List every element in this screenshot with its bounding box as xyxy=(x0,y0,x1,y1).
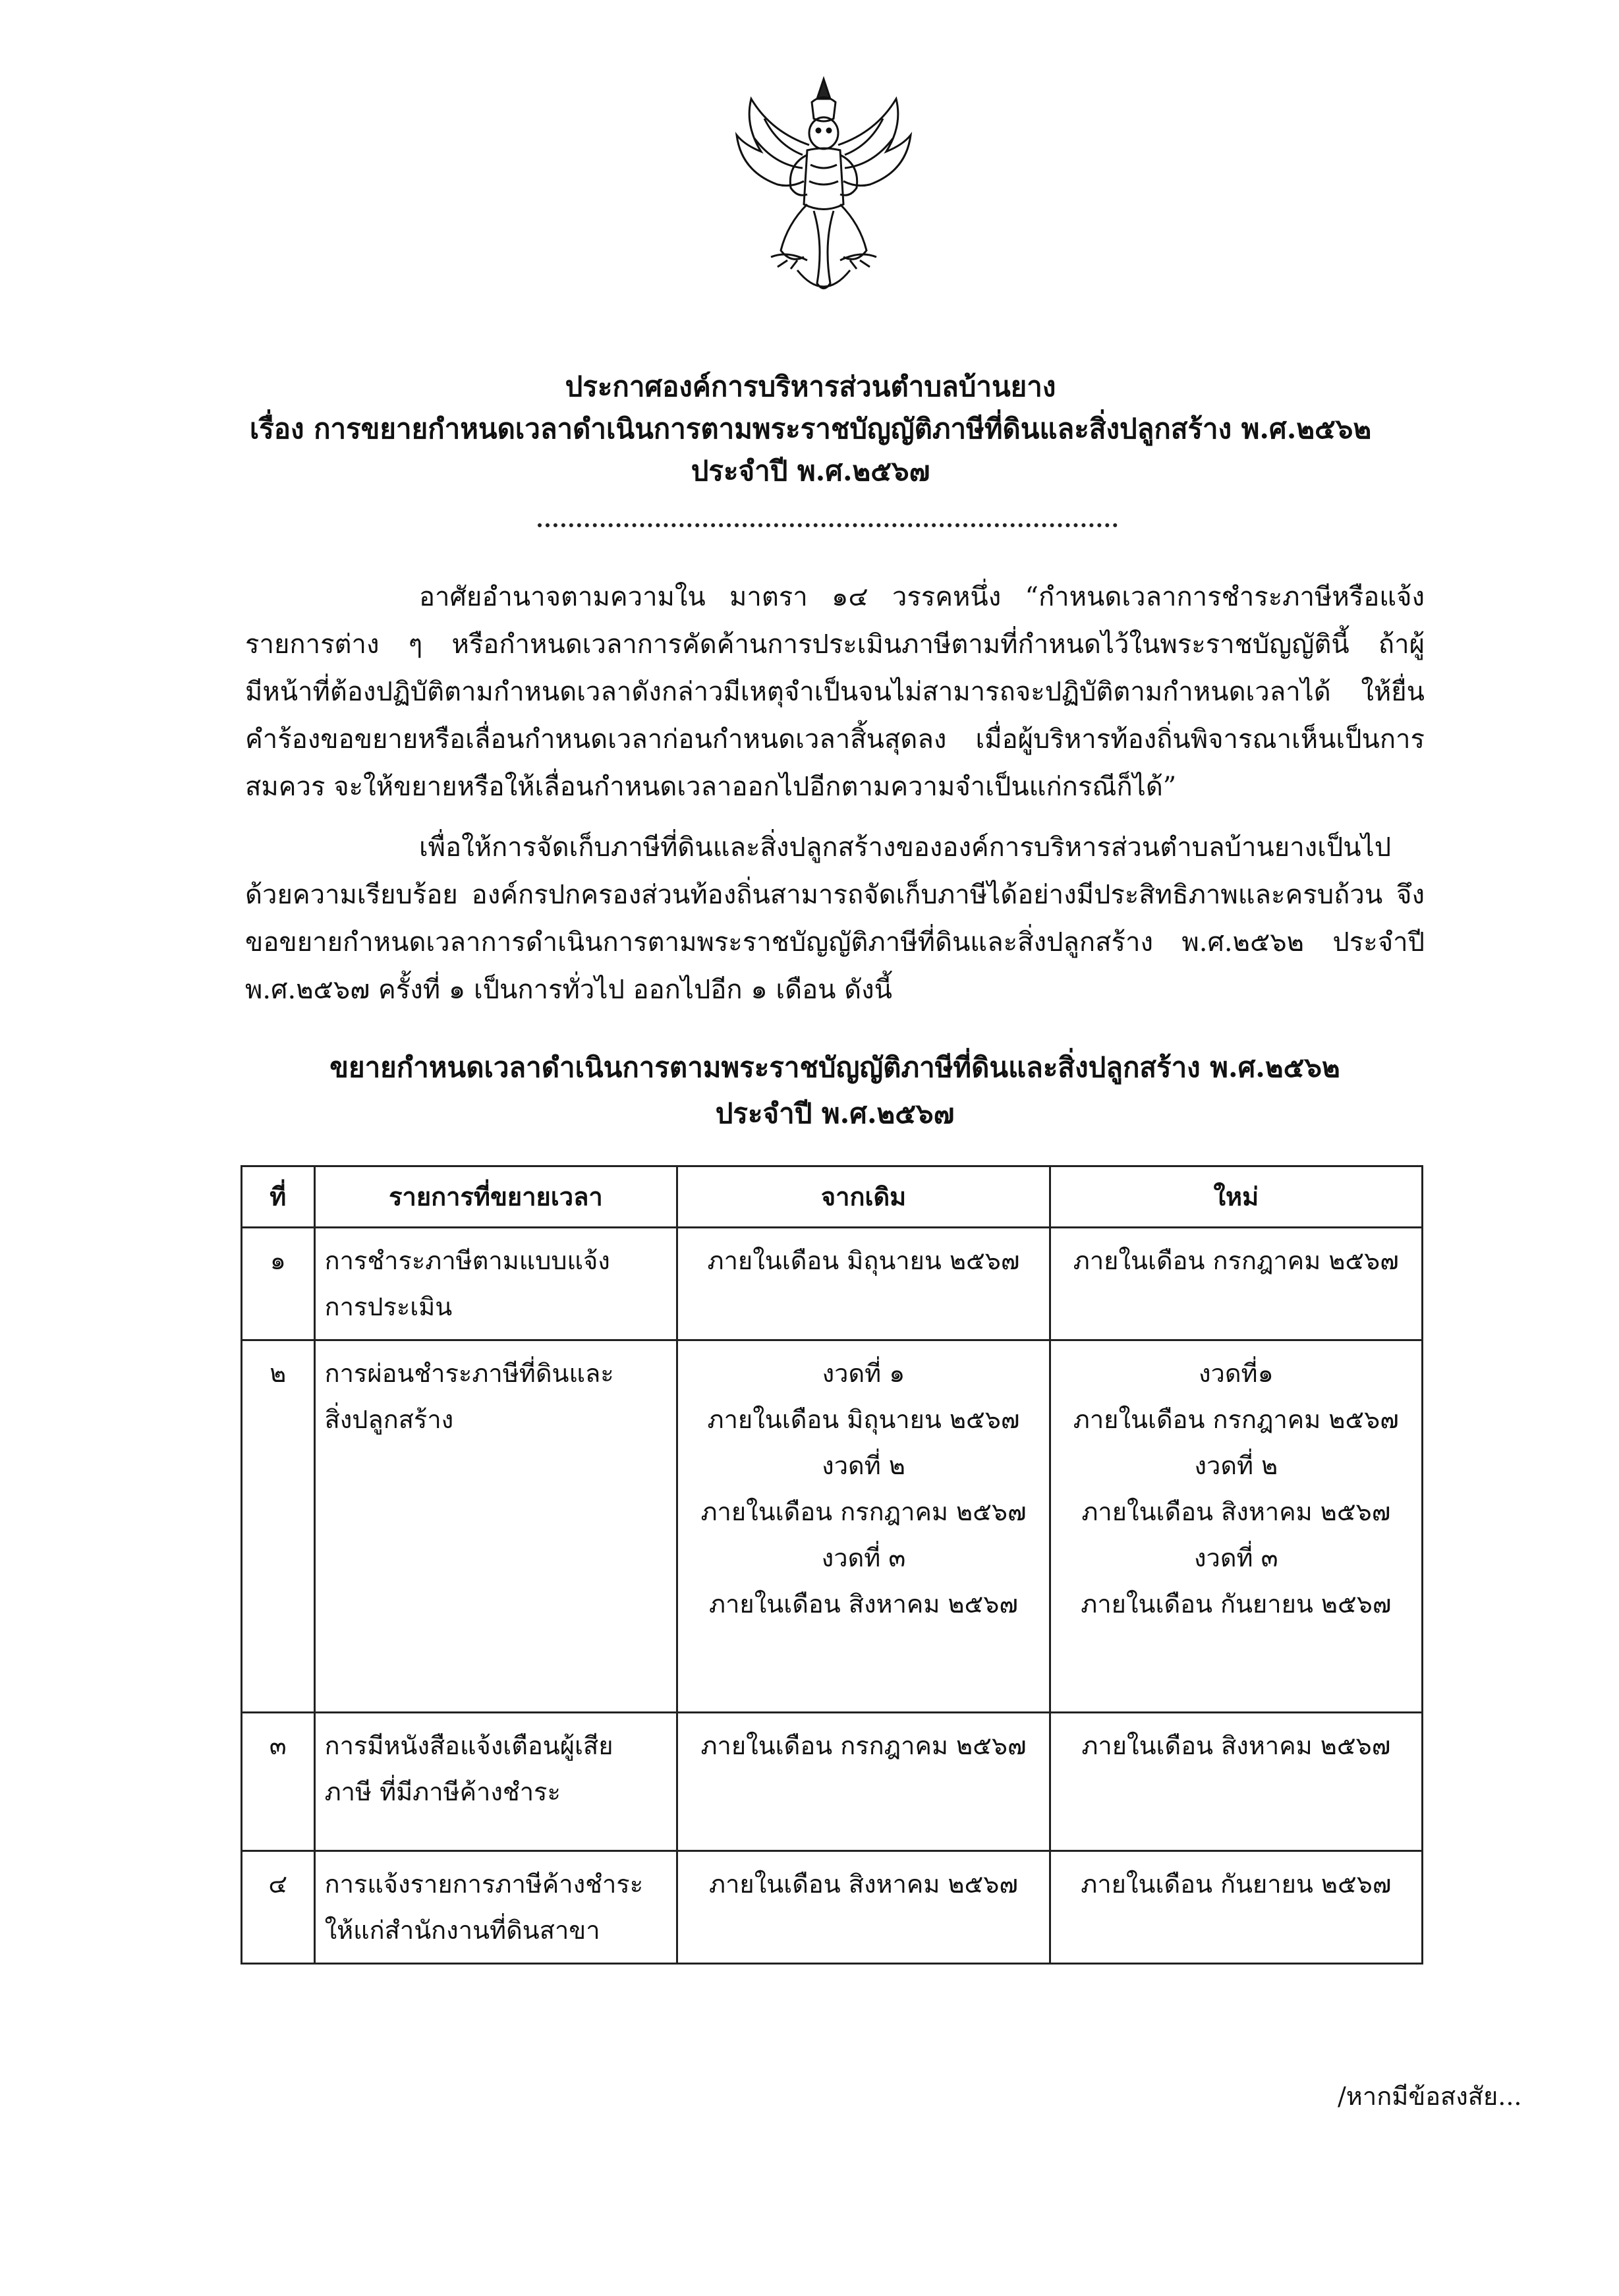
row-old-line: ภายในเดือน มิถุนายน ๒๕๖๗ xyxy=(707,1405,1020,1434)
row-new-line: งวดที่ ๓ xyxy=(1193,1543,1278,1572)
row-item xyxy=(314,1340,677,1713)
row-new-line: ภายในเดือน กรกฎาคม ๒๕๖๗ xyxy=(1073,1246,1399,1275)
paragraph-authority-text: อาศัยอำนาจตามความใน มาตรา ๑๔ วรรคหนึ่ง “กำหนดเวลาการชำระภาษีหรือแจ้งรายการต่าง ๆ หรือกำหนดเวลาการคัดค้านการประเมินภาษีตามที่กำหนดไว้ในพระราชบัญญัตินี้ ถ้าผู้มีหน้าที่ต้องปฏิบัติตามกำหนดเวลาดังกล่าวมีเหตุจำเป็นจนไม่สามารถจะปฏิบัติตามกำหนดเวลาได้ ให้ยื่นคำร้องขอขยายหรือเลื่อนกำหนดเวลาก่อนกำหนดเวลาสิ้นสุดลง เมื่อผู้บริหารท้องถิ่นพิจารณาเห็นเป็นการสมควร จะให้ขยายหรือให้เลื่อนกำหนดเวลาออกไปอีกตามความจำเป็นแก่กรณีก็ได้” xyxy=(245,582,1425,802)
row-item xyxy=(314,1713,677,1851)
paragraph-purpose-text: เพื่อให้การจัดเก็บภาษีที่ดินและสิ่งปลูกสร้างขององค์การบริหารส่วนตำบลบ้านยางเป็นไปด้วยความเรียบร้อย องค์กรปกครองส่วนท้องถิ่นสามารถจัดเก็บภาษีได้อย่างมีประสิทธิภาพและครบถ้วน จึงขอขยายกำหนดเวลาการดำเนินการตามพระราชบัญญัติภาษีที่ดินและสิ่งปลูกสร้าง พ.ศ.๒๕๖๒ ประจำปี พ.ศ.๒๕๖๗ ครั้งที่ ๑ เป็นการทั่วไป ออกไปอีก ๑ เดือน ดังนี้ xyxy=(245,832,1425,1005)
row-old-line: งวดที่ ๑ xyxy=(822,1359,905,1388)
row-old-line: ภายในเดือน สิงหาคม ๒๕๖๗ xyxy=(709,1590,1018,1619)
dotted-divider xyxy=(538,514,1118,527)
row-item-line: ให้แก่สำนักงานที่ดินสาขา xyxy=(324,1916,600,1945)
row-old xyxy=(677,1340,1050,1713)
row-new xyxy=(1050,1340,1422,1713)
header-year: ประจำปี พ.ศ.๒๕๖๗ xyxy=(691,455,930,487)
row-item-line: การชำระภาษีตามแบบแจ้ง xyxy=(324,1246,610,1275)
table-header-row xyxy=(242,1166,1423,1228)
row-old-line: ภายในเดือน มิถุนายน ๒๕๖๗ xyxy=(707,1246,1020,1275)
table-row xyxy=(242,1851,1423,1964)
row-old xyxy=(677,1851,1050,1964)
row-old-line: ภายในเดือน กรกฎาคม ๒๕๖๗ xyxy=(700,1497,1027,1526)
row-item-line: สิ่งปลูกสร้าง xyxy=(324,1405,454,1434)
row-number: ๓ xyxy=(242,1713,315,1851)
paragraph-purpose xyxy=(245,824,1425,1014)
row-new-line: ภายในเดือน กรกฎาคม ๒๕๖๗ xyxy=(1073,1405,1399,1434)
row-item-line: การมีหนังสือแจ้งเตือนผู้เสีย xyxy=(324,1731,613,1760)
row-old-line: ภายในเดือน สิงหาคม ๒๕๖๗ xyxy=(709,1870,1018,1899)
row-item-line: การแจ้งรายการภาษีค้างชำระ xyxy=(324,1870,644,1899)
schedule-table xyxy=(241,1165,1423,1965)
row-new-line: ภายในเดือน กันยายน ๒๕๖๗ xyxy=(1081,1870,1392,1899)
paragraph-authority xyxy=(245,573,1425,811)
column-header-old: จากเดิม xyxy=(677,1166,1050,1228)
row-item xyxy=(314,1851,677,1964)
row-old-line: งวดที่ ๓ xyxy=(821,1543,906,1572)
row-item-line: การผ่อนชำระภาษีที่ดินและ xyxy=(324,1359,614,1388)
row-new xyxy=(1050,1851,1422,1964)
header-title: ประกาศองค์การบริหารส่วนตำบลบ้านยาง xyxy=(565,370,1056,403)
row-new-line: ภายในเดือน สิงหาคม ๒๕๖๗ xyxy=(1081,1731,1391,1760)
row-new-line: งวดที่ ๒ xyxy=(1194,1451,1278,1480)
column-header-new: ใหม่ xyxy=(1050,1166,1422,1228)
continuation-note: /หากมีข้อสงสัย... xyxy=(1338,2082,1522,2111)
row-new-line: ภายในเดือน สิงหาคม ๒๕๖๗ xyxy=(1081,1497,1391,1526)
row-new xyxy=(1050,1228,1422,1340)
row-old xyxy=(677,1713,1050,1851)
header-subject: เรื่อง การขยายกำหนดเวลาดำเนินการตามพระราชบัญญัติภาษีที่ดินและสิ่งปลูกสร้าง พ.ศ.๒๕๖๒ xyxy=(249,413,1372,445)
garuda-emblem-icon xyxy=(725,72,923,310)
row-old-line: ภายในเดือน กรกฎาคม ๒๕๖๗ xyxy=(700,1731,1027,1760)
schedule-heading-line2: ประจำปี พ.ศ.๒๕๖๗ xyxy=(715,1097,955,1130)
row-new xyxy=(1050,1713,1422,1851)
row-number: ๑ xyxy=(242,1228,315,1340)
table-row xyxy=(242,1340,1423,1713)
row-new-line: ภายในเดือน กันยายน ๒๕๖๗ xyxy=(1081,1590,1392,1619)
row-number: ๒ xyxy=(242,1340,315,1713)
column-header-item: รายการที่ขยายเวลา xyxy=(314,1166,677,1228)
row-new-line: งวดที่๑ xyxy=(1198,1359,1274,1388)
table-row xyxy=(242,1713,1423,1851)
row-item-line: การประเมิน xyxy=(324,1292,453,1321)
table-row xyxy=(242,1228,1423,1340)
row-old-line: งวดที่ ๒ xyxy=(822,1451,905,1480)
row-item-line: ภาษี ที่มีภาษีค้างชำระ xyxy=(324,1777,561,1806)
column-header-no: ที่ xyxy=(242,1166,315,1228)
schedule-heading xyxy=(245,1045,1425,1137)
row-old xyxy=(677,1228,1050,1340)
row-number: ๔ xyxy=(242,1851,315,1964)
schedule-heading-line1: ขยายกำหนดเวลาดำเนินการตามพระราชบัญญัติภาษีที่ดินและสิ่งปลูกสร้าง พ.ศ.๒๕๖๒ xyxy=(329,1051,1340,1083)
row-item xyxy=(314,1228,677,1340)
announcement-header xyxy=(198,366,1423,492)
